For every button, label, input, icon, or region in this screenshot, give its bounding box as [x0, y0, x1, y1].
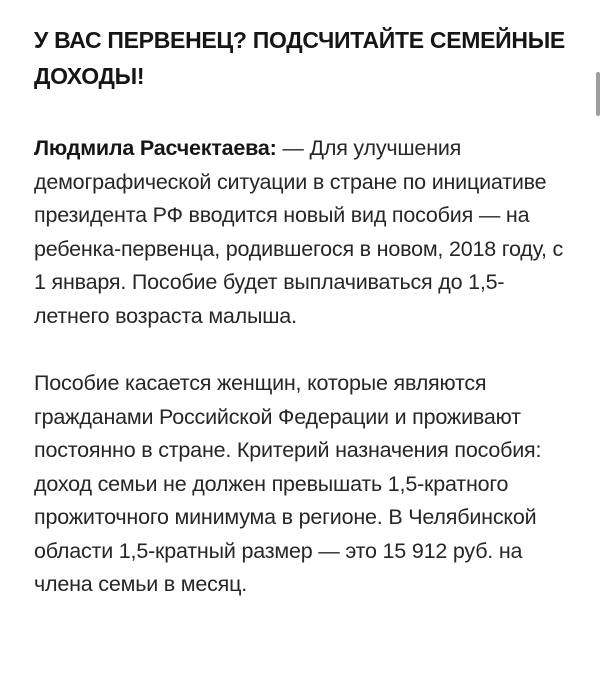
author-name: Людмила Расчектаева:: [34, 136, 277, 160]
article-content: [34, 22, 574, 636]
article-paragraph-1: [34, 132, 574, 333]
paragraph-1-text: — Для улучшения демографической ситуации в стране по инициативе президента РФ вводится новый вид пособия — на ребенка-первенца, родившегося в новом, 2018 году, с 1 января. Пособие будет выплачиваться до 1,5-летнего возраста малыша.: [34, 136, 564, 328]
article-paragraph-2: Пособие касается женщин, которые являются гражданами Российской Федерации и проживают постоянно в стране. Критерий назначения пособия: доход семьи не должен превышать 1,5-кратного прожиточного минимума в регионе. В Челябинской области 1,5-кратный размер — это 15 912 руб. на члена семьи в месяц.: [34, 371, 542, 596]
scrollbar-thumb[interactable]: [596, 72, 600, 116]
article-headline: У ВАС ПЕРВЕНЕЦ? ПОДСЧИТАЙТЕ СЕМЕЙНЫЕ ДОХОДЫ!: [34, 27, 565, 89]
